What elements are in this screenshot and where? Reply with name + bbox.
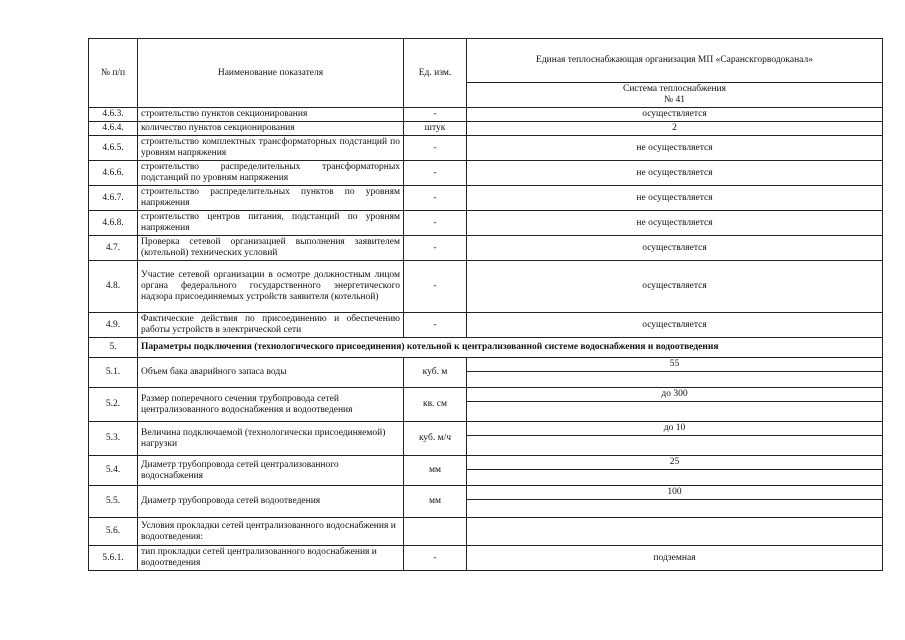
row-value: осуществляется	[467, 261, 883, 313]
row-name: строительство распределительных пунктов по уровням напряжения	[138, 186, 404, 211]
row-number: 5.3.	[89, 422, 138, 456]
header-system-line2: № 41	[664, 95, 685, 105]
table-row	[89, 486, 883, 518]
row-name: строительство комплектных трансформаторных подстанций по уровням напряжения	[138, 136, 404, 161]
row-name: Диаметр трубопровода сетей водоотведения	[138, 486, 404, 518]
row-name: Размер поперечного сечения трубопровода сетей централизованного водоснабжения и водоотведения	[138, 388, 404, 422]
row-unit: штук	[404, 122, 467, 136]
row-value	[467, 518, 883, 546]
row-value: 55	[669, 359, 680, 369]
header-row	[89, 39, 883, 83]
indicator-table	[88, 38, 883, 571]
header-system-line1: Система теплоснабжения	[622, 84, 727, 94]
row-unit: -	[404, 313, 467, 338]
table-row	[89, 108, 883, 122]
row-unit: куб. м/ч	[404, 422, 467, 456]
row-number: 5.5.	[89, 486, 138, 518]
row-number: 4.6.8.	[89, 211, 138, 236]
row-number: 4.8.	[89, 261, 138, 313]
table-row	[89, 456, 883, 486]
row-number: 5.6.	[89, 518, 138, 546]
section-title: Параметры подключения (технологического присоединения) котельной к централизованной системе водоснабжения и водоотведения	[138, 338, 883, 358]
row-unit: -	[404, 211, 467, 236]
row-value: не осуществляется	[467, 161, 883, 186]
table-row	[89, 422, 883, 456]
table-row	[89, 313, 883, 338]
row-value: 100	[667, 487, 682, 497]
row-name: количество пунктов секционирования	[138, 122, 404, 136]
section-number: 5.	[89, 338, 138, 358]
row-unit: мм	[404, 486, 467, 518]
row-number: 4.9.	[89, 313, 138, 338]
table-row	[89, 358, 883, 388]
row-value-cell	[467, 422, 883, 456]
row-name: строительство распределительных трансформаторных подстанций по уровням напряжения	[138, 161, 404, 186]
table-row	[89, 211, 883, 236]
row-unit	[404, 518, 467, 546]
row-number: 4.6.5.	[89, 136, 138, 161]
table-row	[89, 518, 883, 546]
table-row	[89, 136, 883, 161]
table-row	[89, 388, 883, 422]
row-value: не осуществляется	[467, 211, 883, 236]
header-system	[467, 83, 883, 108]
row-number: 5.4.	[89, 456, 138, 486]
row-value-cell	[467, 388, 883, 422]
table-row	[89, 186, 883, 211]
row-name: тип прокладки сетей централизованного водоснабжения и водоотведения	[138, 546, 404, 571]
row-name: Проверка сетевой организацией выполнения заявителем (котельной) технических условий	[138, 236, 404, 261]
row-value: осуществляется	[467, 313, 883, 338]
table-row	[89, 161, 883, 186]
row-number: 5.1.	[89, 358, 138, 388]
row-value: до 10	[663, 423, 686, 433]
table-row	[89, 261, 883, 313]
row-value: не осуществляется	[467, 136, 883, 161]
header-org: Единая теплоснабжающая организация МП «Саранскгорводоканал»	[467, 39, 883, 83]
row-unit: куб. м	[404, 358, 467, 388]
row-value-divider	[467, 469, 882, 470]
table-row	[89, 236, 883, 261]
row-value: осуществляется	[467, 236, 883, 261]
row-name: Фактические действия по присоединению и обеспечению работы устройств в электрической сети	[138, 313, 404, 338]
row-unit: -	[404, 186, 467, 211]
table-row	[89, 546, 883, 571]
section-row	[89, 338, 883, 358]
row-unit: мм	[404, 456, 467, 486]
row-number: 4.6.7.	[89, 186, 138, 211]
header-name: Наименование показателя	[138, 39, 404, 108]
row-unit: -	[404, 136, 467, 161]
row-number: 4.6.6.	[89, 161, 138, 186]
row-value-divider	[467, 401, 882, 402]
row-unit: -	[404, 236, 467, 261]
row-number: 5.2.	[89, 388, 138, 422]
row-name: Объем бака аварийного запаса воды	[138, 358, 404, 388]
row-value: не осуществляется	[467, 186, 883, 211]
row-name: строительство центров питания, подстанций по уровням напряжения	[138, 211, 404, 236]
row-unit: -	[404, 108, 467, 122]
row-value: 25	[669, 457, 680, 467]
row-value: подземная	[467, 546, 883, 571]
row-value: 2	[467, 122, 883, 136]
header-num: № п/п	[89, 39, 138, 108]
row-value-cell	[467, 486, 883, 518]
row-value-divider	[467, 435, 882, 436]
row-unit: -	[404, 261, 467, 313]
row-value: осуществляется	[467, 108, 883, 122]
row-number: 4.7.	[89, 236, 138, 261]
row-unit: -	[404, 546, 467, 571]
row-name: Условия прокладки сетей централизованного водоснабжения и водоотведения:	[138, 518, 404, 546]
row-number: 4.6.3.	[89, 108, 138, 122]
row-unit: -	[404, 161, 467, 186]
row-name: строительство пунктов секционирования	[138, 108, 404, 122]
row-name: Участие сетевой организации в осмотре должностным лицом органа федерального государственного энергетического надзора присоединяемых устройств заявителя (котельной)	[138, 261, 404, 313]
table-row	[89, 122, 883, 136]
row-number: 5.6.1.	[89, 546, 138, 571]
row-number: 4.6.4.	[89, 122, 138, 136]
row-value-cell	[467, 456, 883, 486]
row-name: Величина подключаемой (технологически присоединяемой) нагрузки	[138, 422, 404, 456]
row-unit: кв. см	[404, 388, 467, 422]
row-value-divider	[467, 499, 882, 500]
row-value-cell	[467, 358, 883, 388]
row-value-divider	[467, 371, 882, 372]
header-unit: Ед. изм.	[404, 39, 467, 108]
row-value: до 300	[661, 389, 688, 399]
row-name: Диаметр трубопровода сетей централизованного водоснабжения	[138, 456, 404, 486]
